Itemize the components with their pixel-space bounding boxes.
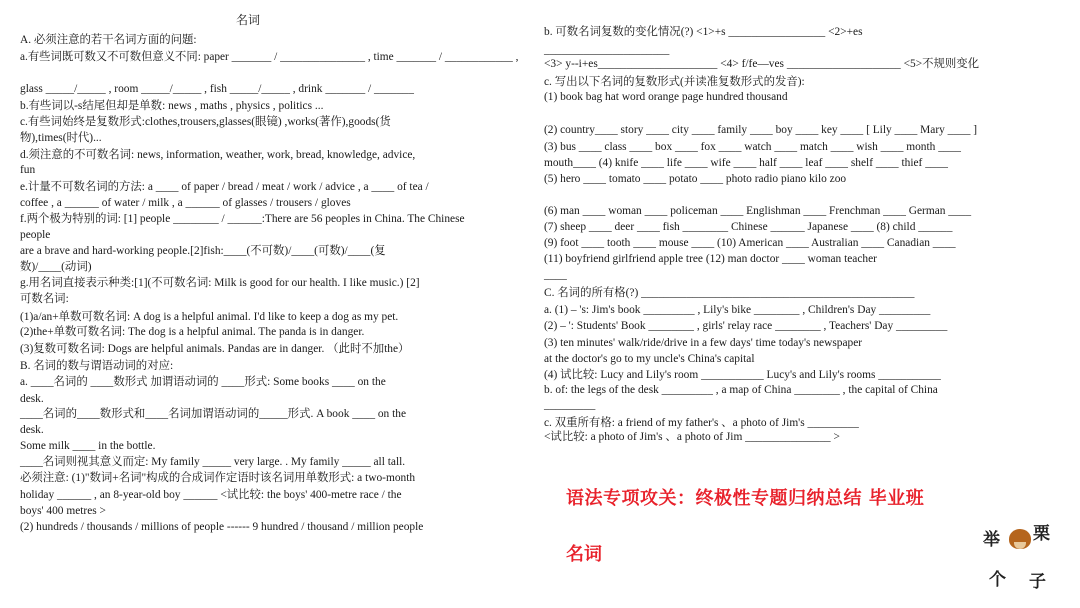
logo-char-ju: 举 (983, 530, 1000, 550)
left-line: Some milk ____ in the bottle. (20, 440, 156, 452)
right-line: (5) hero ____ tomato ____ potato ____ photo radio piano kilo zoo (544, 173, 847, 185)
left-line: are a brave and hard-working people.[2]fish:____(不可数)/____(可数)/____(复 (20, 245, 386, 257)
banner-title: 语法专项攻关：终极性专题归纳总结 毕业班 (566, 488, 925, 509)
left-line: 必须注意: (1)"数词+名词"构成的合成词作定语时该名词用单数形式: a two-month (20, 472, 416, 484)
right-line: at the doctor's go to my uncle's China's capital (544, 353, 755, 365)
left-line: f.两个极为特别的词: [1] people ________ / ______:There are 56 peoples in China. The Chinese (20, 213, 465, 225)
left-line: 可数名词: (20, 293, 69, 305)
left-line: b.有些词以-s结尾但却是单数: news , maths , physics , politics ... (20, 100, 324, 112)
right-line: ____ (544, 269, 567, 281)
right-line: (9) foot ____ tooth ____ mouse ____ (10) American ____ Australian ____ Canadian ____ (544, 237, 956, 249)
chestnut-icon (1009, 529, 1031, 549)
left-line: ____名词的____数形式和____名词加谓语动词的_____形式. A book ____ on the (20, 408, 407, 420)
left-line: e.计量不可数名词的方法: a ____ of paper / bread / meat / work / advice , a ____ of tea / (20, 181, 429, 193)
right-line: ______________________ (544, 44, 670, 56)
left-line: glass _____/_____ , room _____/_____ , fish _____/_____ , drink _______ / _______ (20, 83, 414, 95)
left-line: 物),times(时代)... (20, 132, 102, 144)
left-line: a. ____名词的 ____数形式 加谓语动词的 ____形式: Some books ____ on the (20, 376, 386, 388)
left-line: 数)/____(动词) (20, 261, 92, 273)
banner-subtitle: 名词 (566, 544, 602, 565)
left-line: B. 名词的数与谓语动词的对应: (20, 360, 174, 372)
right-line: (4) 试比较: Lucy and Lily's room ___________ Lucy's and Lily's rooms ___________ (544, 369, 941, 381)
logo-char-li: 栗 (1033, 524, 1050, 544)
right-line: (6) man ____ woman ____ policeman ____ Englishman ____ Frenchman ____ German ____ (544, 205, 972, 217)
left-line: holiday ______ , an 8-year-old boy ______ <试比较: the boys' 400-metre race / the (20, 489, 402, 501)
right-line: (1) book bag hat word orange page hundred thousand (544, 91, 788, 103)
right-line: a. (1) – 's: Jim's book _________ , Lily's bike ________ , Children's Day _________ (544, 304, 931, 316)
right-line: (7) sheep ____ deer ____ fish ________ Chinese ______ Japanese ____ (8) child ______ (544, 221, 953, 233)
left-line: desk. (20, 393, 44, 405)
right-line: (2) country____ story ____ city ____ family ____ boy ____ key ____ [ Lily ____ Mary ____ ] (544, 124, 978, 136)
right-line: <3> y--i+es_____________________ <4> f/fe—ves ____________________ <5>不规则变化 (544, 58, 980, 70)
left-line: a.有些词既可数又不可数但意义不同: paper _______ / _______________ , time _______ / ____________ , (20, 51, 519, 63)
left-line: coffee , a ______ of water / milk , a ______ of glasses / trousers / gloves (20, 197, 351, 209)
left-line: (2)the+单数可数名词: The dog is a helpful animal. The panda is in danger. (20, 326, 365, 338)
left-line: (1)a/an+单数可数名词: A dog is a helpful animal. I'd like to keep a dog as my pet. (20, 311, 399, 323)
right-line: c. 双重所有格: a friend of my father's 、a photo of Jim's _________ (544, 417, 859, 429)
left-line: people (20, 229, 51, 241)
left-line: d.须注意的不可数名词: news, information, weather, work, bread, knowledge, advice, (20, 149, 416, 161)
logo-chestnut (983, 519, 1055, 593)
left-line: A. 必须注意的若干名词方面的问题: (20, 34, 197, 46)
left-line: boys' 400 metres > (20, 505, 106, 517)
right-line: (3) bus ____ class ____ box ____ fox ____ watch ____ match ____ wish ____ month ____ (544, 141, 961, 153)
left-line: g.用名词直接表示种类:[1](不可数名词: Milk is good for our health. I like music.) [2] (20, 277, 420, 289)
right-line: b. 可数名词复数的变化情况(?) <1>+s _________________ <2>+es (544, 26, 863, 38)
right-line: (3) ten minutes' walk/ride/drive in a few days' time today's newspaper (544, 337, 863, 349)
logo-char-ge: 个 (989, 570, 1006, 590)
left-line: (2) hundreds / thousands / millions of people ------ 9 hundred / thousand / million people (20, 521, 424, 533)
left-line: desk. (20, 424, 44, 436)
left-line: ____名词则视其意义而定: My family _____ very large. . My family _____ all tall. (20, 456, 406, 468)
right-line: _________ (544, 399, 596, 411)
logo-char-zi: 子 (1029, 572, 1046, 592)
left-line: 名词 (236, 13, 261, 27)
right-line: mouth____ (4) knife ____ life ____ wife ____ half ____ leaf ____ shelf ____ thief ____ (544, 157, 948, 169)
right-line: <试比较: a photo of Jim's 、a photo of Jim _______________ > (544, 431, 840, 443)
right-line: C. 名词的所有格(?) ________________________________________________ (544, 287, 915, 299)
right-line: (11) boyfriend girlfriend apple tree (12) man doctor ____ woman teacher (544, 253, 877, 265)
left-line: fun (20, 164, 36, 176)
left-line: (3)复数可数名词: Dogs are helpful animals. Pandas are in danger. （此时不加the） (20, 343, 410, 355)
right-line: (2) – ': Students' Book ________ , girls' relay race ________ , Teachers' Day _________ (544, 320, 948, 332)
left-line: c.有些词始终是复数形式:clothes,trousers,glasses(眼镜) ,works(著作),goods(货 (20, 116, 391, 128)
right-line: b. of: the legs of the desk _________ , a map of China ________ , the capital of China (544, 384, 938, 396)
right-line: c. 写出以下名词的复数形式(并读准复数形式的发音): (544, 76, 805, 88)
